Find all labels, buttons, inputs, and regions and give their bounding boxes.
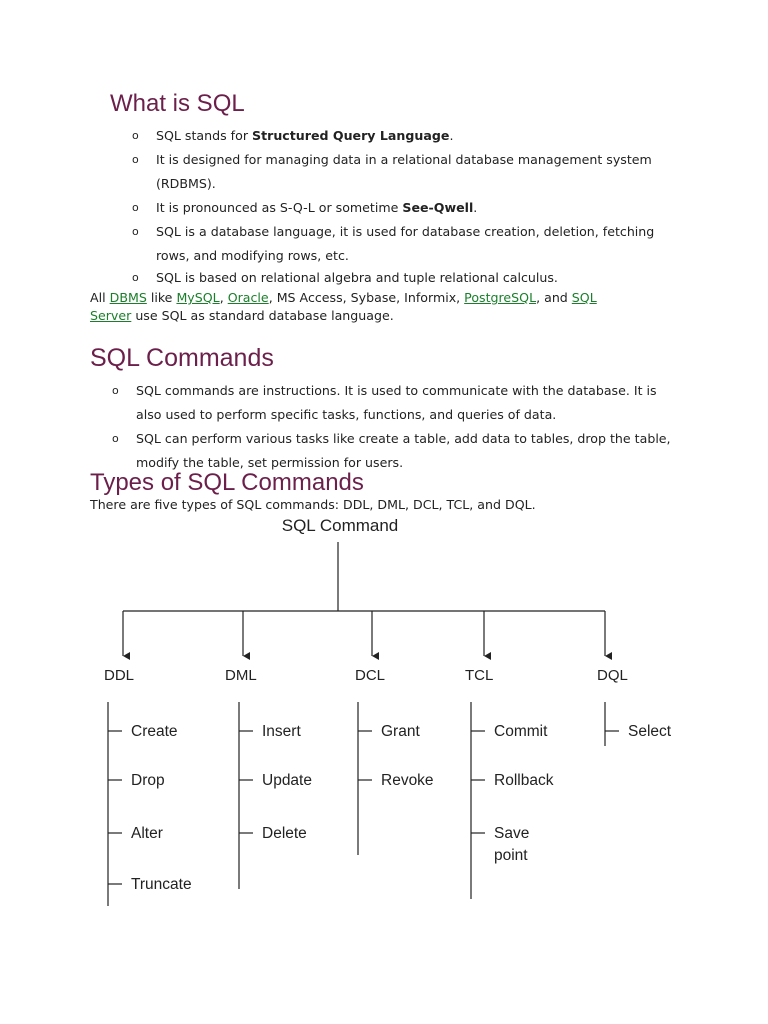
list-item-text: SQL is based on relational algebra and tuple relational calculus. [156,270,558,285]
list-item [132,124,672,148]
list-item-bold: See-Qwell [402,200,474,215]
link-postgresql[interactable]: PostgreSQL [464,290,537,305]
command-item: Drop [131,772,165,789]
list-item-text: . [449,128,454,143]
dbms-paragraph [90,289,630,325]
link-sql-server[interactable]: SQL Server [90,290,597,323]
para-text: , MS Access, Sybase, Informix, [268,290,465,305]
group-label-ddl: DDL [104,667,135,684]
command-item: Revoke [381,772,434,789]
command-item: Insert [262,723,301,740]
list-item-text: SQL is a database language, it is used for database creation, deletion, fetching rows, and modifying rows, etc. [156,224,655,263]
list-item [132,148,672,196]
link-dbms[interactable]: DBMS [109,290,147,305]
para-text: use SQL as standard database language. [131,308,394,323]
circle-bullet-icon: o [132,153,139,166]
circle-bullet-icon: o [112,432,119,445]
circle-bullet-icon: o [132,225,139,238]
command-item: Select [628,723,672,740]
command-item: Update [262,772,312,789]
list-item-text: . [473,200,478,215]
list-item [112,379,672,427]
para-text: All [90,290,110,305]
list-item [132,220,672,268]
command-item: Rollback [494,772,554,789]
link-mysql[interactable]: MySQL [176,290,220,305]
heading-what-is-sql: What is SQL [110,90,245,117]
circle-bullet-icon: o [132,201,139,214]
command-item: Alter [131,825,163,842]
group-label-dcl: DCL [355,667,386,684]
list-item-text: SQL stands for [156,128,253,143]
diagram-root-label: SQL Command [281,516,399,535]
circle-bullet-icon: o [132,129,139,142]
sql-definition-list [132,124,672,286]
list-item-bold: Structured Query Language [252,128,450,143]
command-item: Commit [494,723,548,740]
types-intro: There are five types of SQL commands: DDL, DML, DCL, TCL, and DQL. [90,497,536,512]
command-item: Delete [262,825,307,842]
command-item: Create [131,723,178,740]
list-item-text: SQL commands are instructions. It is used to communicate with the database. It is also used to perform specific tasks, functions, and queries of data. [136,383,657,422]
para-text: like [146,290,177,305]
diagram-branches [104,611,672,906]
link-oracle[interactable]: Oracle [227,290,269,305]
sql-command-tree-diagram [90,510,690,910]
list-item-text: SQL can perform various tasks like create a table, add data to tables, drop the table, modify the table, set permission for users. [136,431,671,470]
circle-bullet-icon: o [112,384,119,397]
command-item: Grant [381,723,420,740]
list-item-text: It is pronounced as S-Q-L or sometime [156,200,403,215]
group-label-tcl: TCL [465,667,494,684]
para-text: , [219,290,228,305]
command-item: Truncate [131,876,192,893]
heading-types-of-sql-commands: Types of SQL Commands [90,469,364,496]
para-text: , and [536,290,572,305]
group-label-dql: DQL [597,667,628,684]
heading-sql-commands: SQL Commands [90,344,274,372]
list-item [112,427,672,475]
group-label-dml: DML [225,667,257,684]
circle-bullet-icon: o [132,271,139,284]
command-item: Save point [494,825,530,864]
list-item-text: It is designed for managing data in a relational database management system (RDBMS). [156,152,652,191]
sql-commands-list [112,379,672,475]
list-item [132,196,672,220]
list-item [132,270,672,286]
